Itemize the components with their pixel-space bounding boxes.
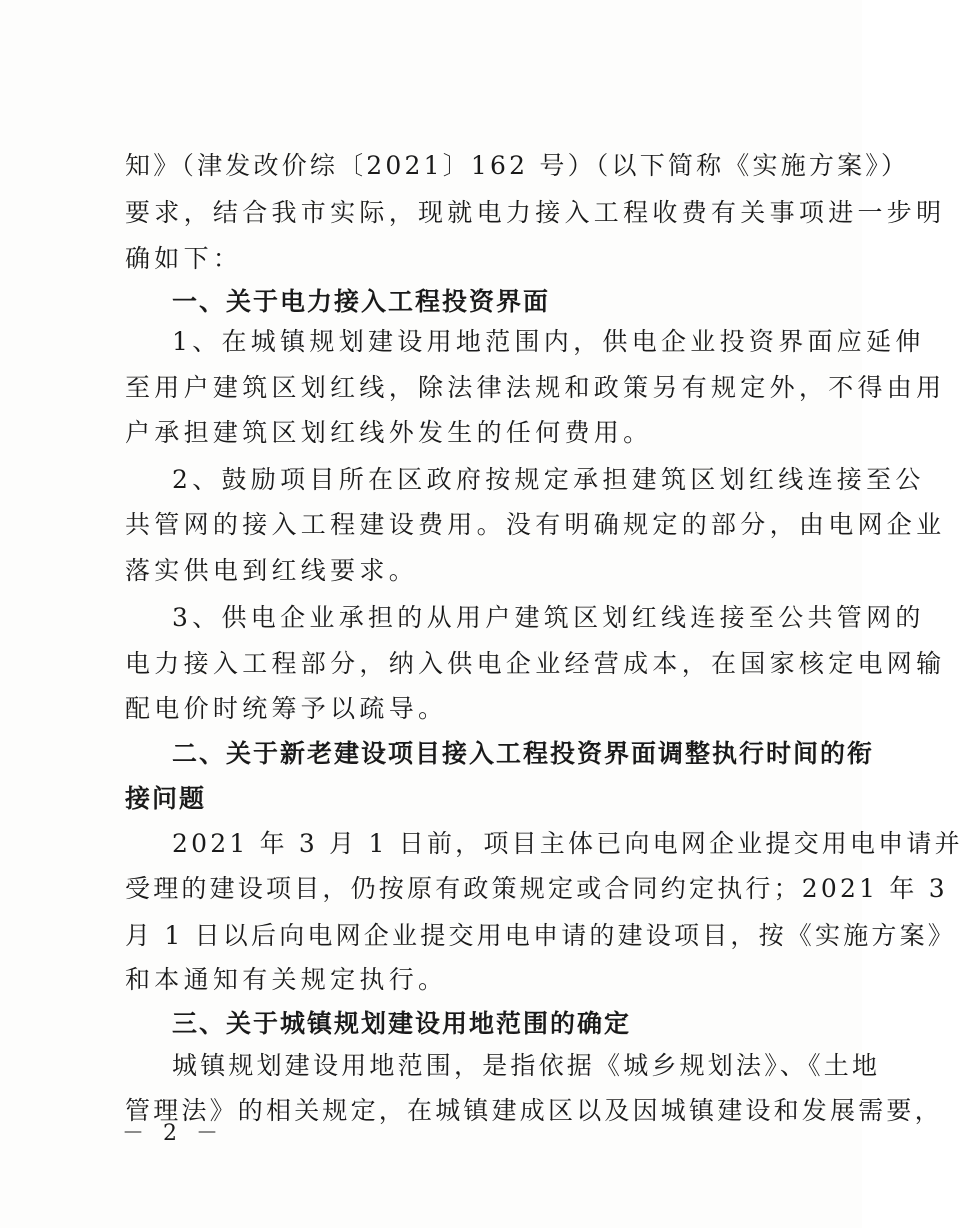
body-text-line: 落实供电到红线要求。	[125, 556, 419, 585]
body-text-line: 1、在城镇规划建设用地范围内，供电企业投资界面应延伸	[172, 327, 925, 356]
page-number: － 2 －	[122, 1121, 224, 1146]
body-text-line: 至用户建筑区划红线，除法律法规和政策另有规定外，不得由用	[125, 373, 946, 402]
body-text-line: 城镇规划建设用地范围，是指依据《城乡规划法》、《土地	[172, 1051, 881, 1080]
body-text-line: 配电价时统筹予以疏导。	[125, 694, 448, 723]
section-heading-2-cont: 接问题	[125, 784, 207, 813]
body-text-line: 共管网的接入工程建设费用。没有明确规定的部分，由电网企业	[125, 510, 946, 539]
section-heading-3: 三、关于城镇规划建设用地范围的确定	[172, 1009, 632, 1038]
body-text-line: 户承担建筑区划红线外发生的任何费用。	[125, 418, 653, 447]
body-text-line: 受理的建设项目，仍按原有政策规定或合同约定执行；2021 年 3	[125, 874, 948, 903]
body-text-line: 2021 年 3 月 1 日前，项目主体已向电网企业提交用电申请并	[172, 829, 963, 858]
body-text-line: 要求，结合我市实际，现就电力接入工程收费有关事项进一步明	[125, 198, 946, 227]
body-text-line: 和本通知有关规定执行。	[125, 965, 448, 994]
body-text-line: 2、鼓励项目所在区政府按规定承担建筑区划红线连接至公	[172, 465, 925, 494]
body-text-line: 3、供电企业承担的从用户建筑区划红线连接至公共管网的	[172, 603, 925, 632]
body-text-line: 知》（津发改价综〔2021〕162 号）（以下简称《实施方案》）	[125, 151, 910, 180]
section-heading-2: 二、关于新老建设项目接入工程投资界面调整执行时间的衔	[172, 739, 875, 768]
section-heading-1: 一、关于电力接入工程投资界面	[172, 287, 551, 316]
body-text-line: 月 1 日以后向电网企业提交用电申请的建设项目，按《实施方案》	[125, 921, 957, 950]
body-text-line: 电力接入工程部分，纳入供电企业经营成本，在国家核定电网输	[125, 649, 946, 678]
body-text-line: 确如下：	[125, 244, 243, 273]
body-text-line: 管理法》的相关规定，在城镇建成区以及因城镇建设和发展需要，	[125, 1096, 943, 1125]
